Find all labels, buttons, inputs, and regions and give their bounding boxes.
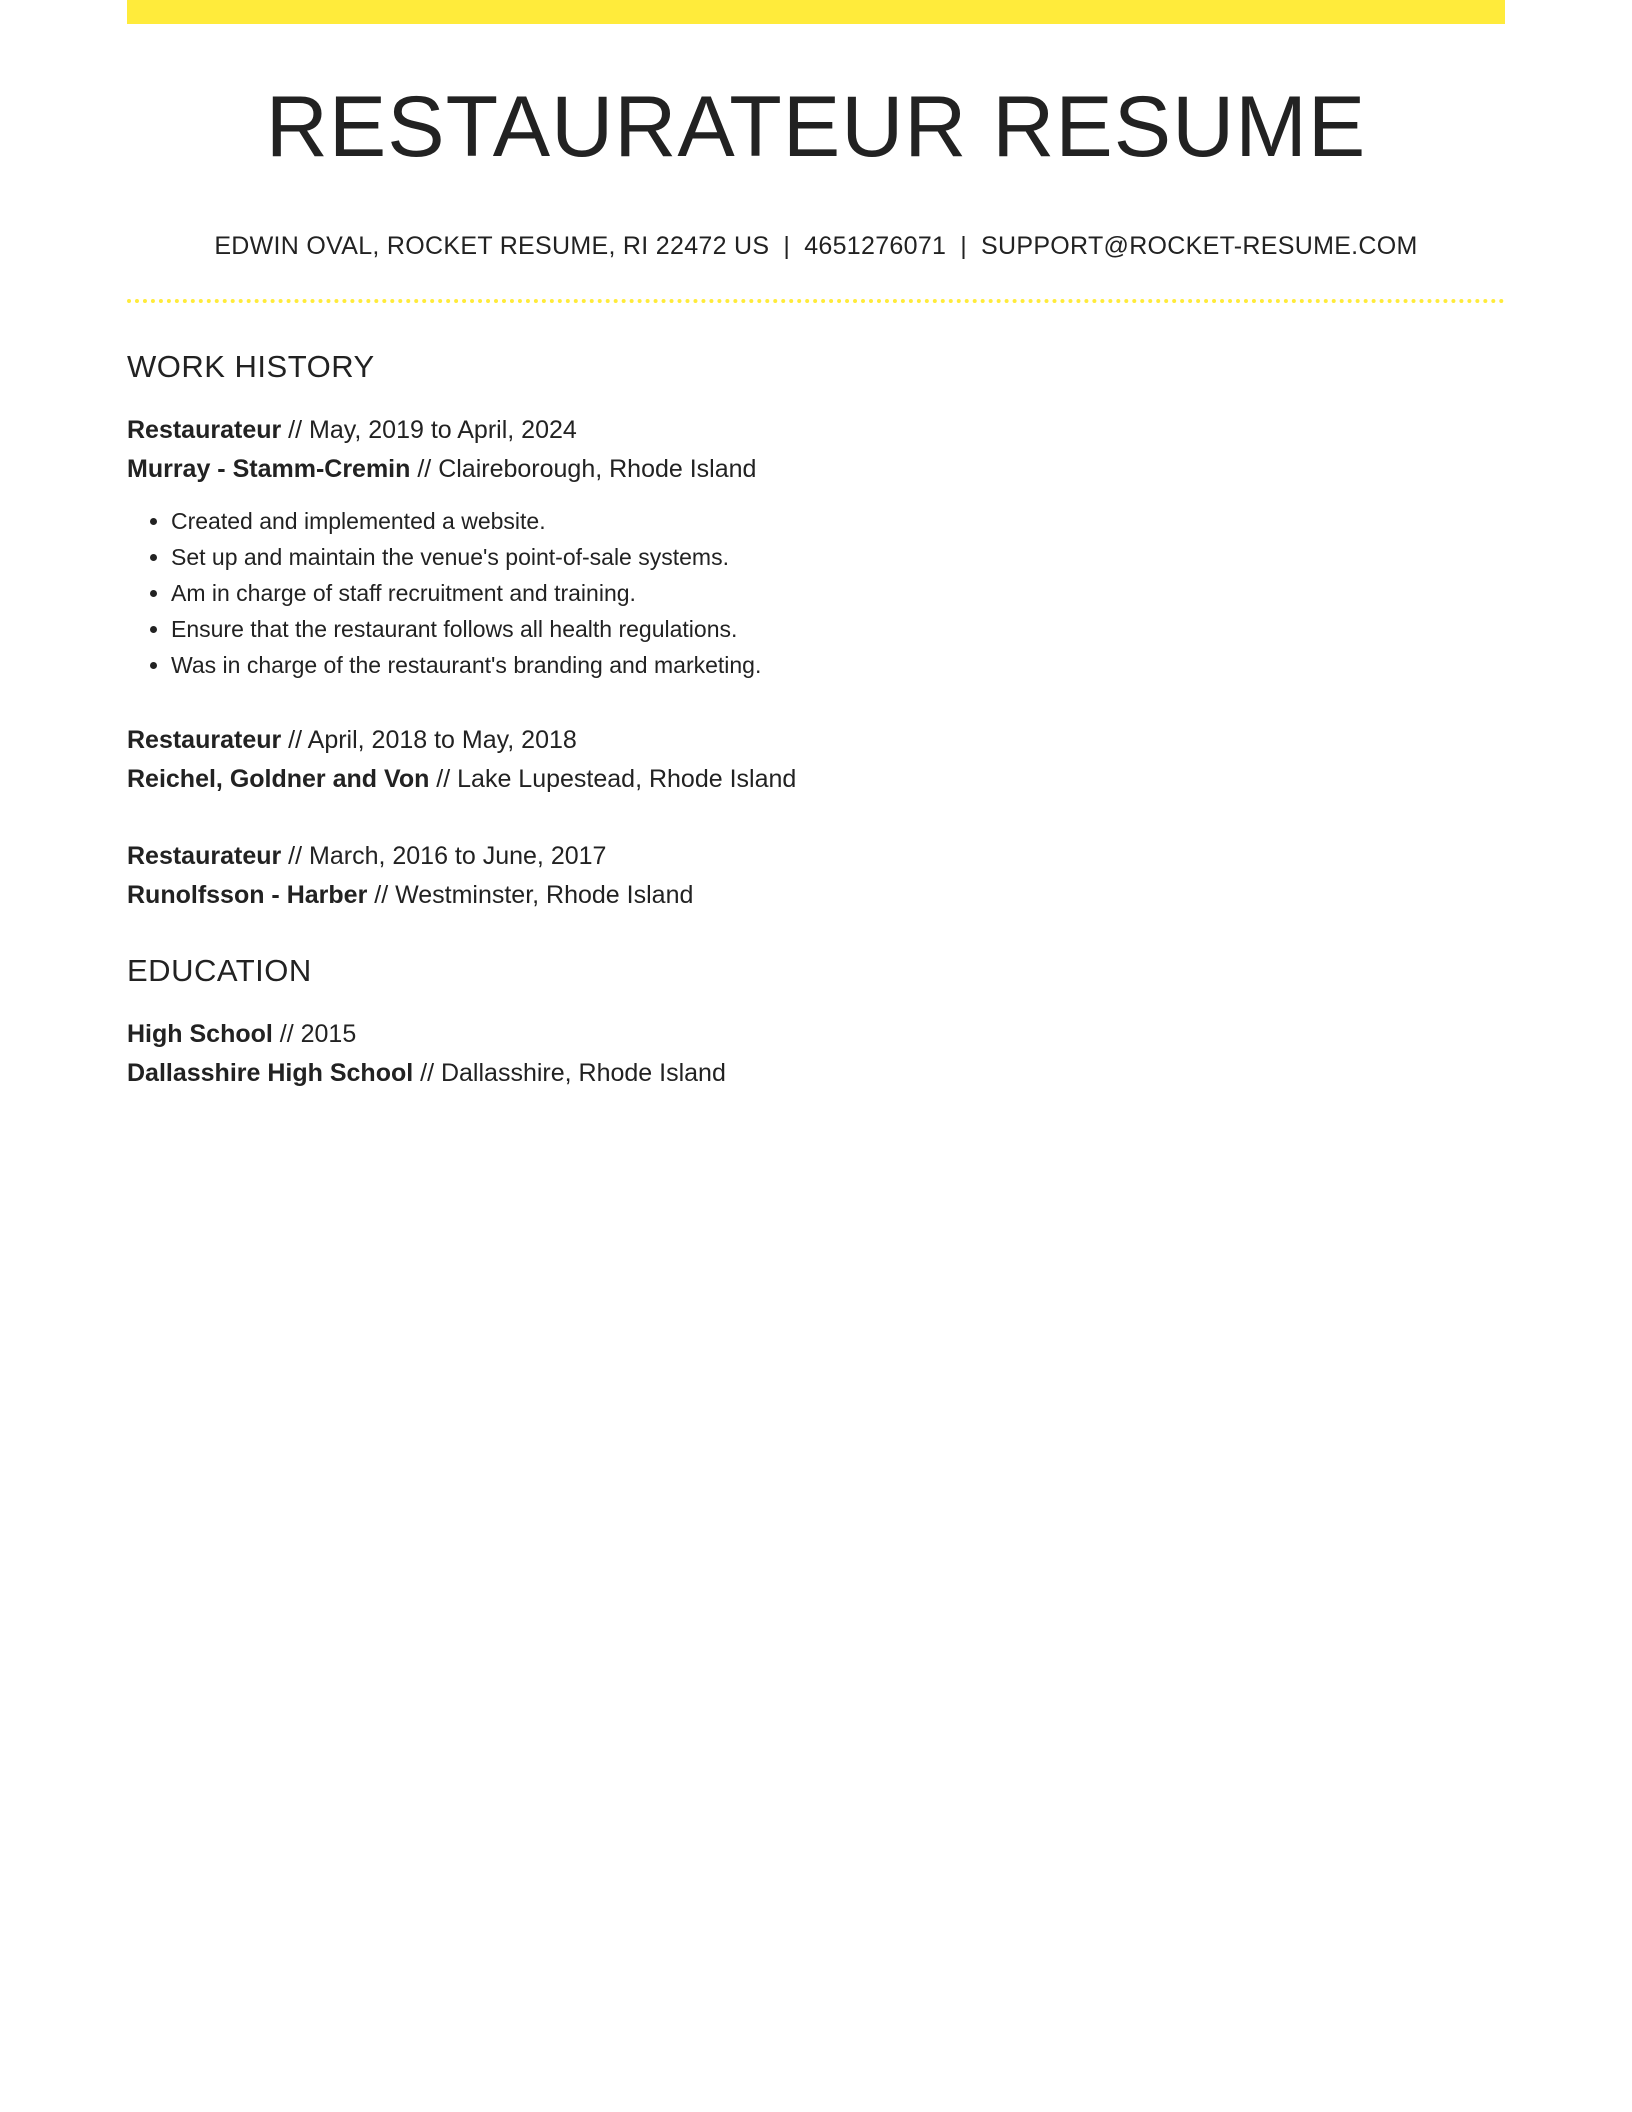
page-title: RESTAURATEUR RESUME (265, 79, 1367, 175)
job-entry (127, 721, 1505, 799)
education-location: // Dallasshire, Rhode Island (413, 1059, 726, 1088)
job-title: Restaurateur (127, 842, 282, 871)
contact-phone: 4651276071 (804, 232, 947, 261)
job-entry (127, 411, 1505, 683)
job-company-line (127, 876, 1505, 915)
contact-email: SUPPORT@ROCKET-RESUME.COM (981, 232, 1418, 261)
contact-address: EDWIN OVAL, ROCKET RESUME, RI 22472 US (214, 232, 770, 261)
job-entry (127, 837, 1505, 915)
contact-line (127, 232, 1505, 261)
job-title-line (127, 411, 1505, 450)
education-degree: High School (127, 1020, 273, 1049)
contact-separator: | (960, 232, 968, 261)
accent-top-bar (127, 0, 1505, 24)
education-degree-line (127, 1015, 1505, 1054)
education-school-line (127, 1054, 1505, 1093)
job-title: Restaurateur (127, 416, 282, 445)
education-heading: EDUCATION (127, 953, 312, 989)
job-company: Murray - Stamm-Cremin (127, 455, 411, 484)
list-item: • Ensure that the restaurant follows all health regulations. (171, 611, 1505, 647)
job-company-line (127, 450, 1505, 489)
job-location: // Claireborough, Rhode Island (410, 455, 757, 484)
job-dates: // March, 2016 to June, 2017 (281, 842, 607, 871)
dotted-divider (127, 299, 1505, 303)
job-dates: // May, 2019 to April, 2024 (281, 416, 577, 445)
list-item: • Was in charge of the restaurant's branding and marketing. (171, 647, 1505, 683)
education-year: // 2015 (272, 1020, 357, 1049)
job-company-line (127, 760, 1505, 799)
job-location: // Westminster, Rhode Island (367, 881, 694, 910)
job-company: Runolfsson - Harber (127, 881, 368, 910)
resume-page (127, 0, 1505, 1093)
education-school: Dallasshire High School (127, 1059, 414, 1088)
job-duties-list (127, 503, 1505, 683)
job-title-line (127, 721, 1505, 760)
list-item: • Set up and maintain the venue's point-of-sale systems. (171, 539, 1505, 575)
job-title: Restaurateur (127, 726, 282, 755)
job-dates: // April, 2018 to May, 2018 (281, 726, 577, 755)
list-item: • Am in charge of staff recruitment and training. (171, 575, 1505, 611)
job-location: // Lake Lupestead, Rhode Island (429, 765, 797, 794)
list-item: • Created and implemented a website. (171, 503, 1505, 539)
job-company: Reichel, Goldner and Von (127, 765, 430, 794)
work-history-heading: WORK HISTORY (127, 349, 375, 385)
contact-separator: | (783, 232, 791, 261)
job-title-line (127, 837, 1505, 876)
education-entry (127, 1015, 1505, 1093)
